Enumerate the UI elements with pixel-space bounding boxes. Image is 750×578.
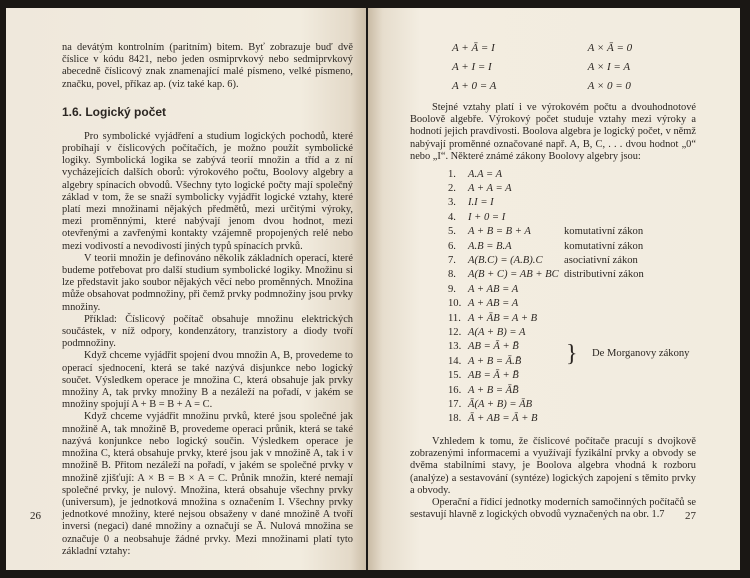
law-row: 2. A + A = A	[448, 183, 512, 195]
law-row: 16. A + B = ĀB̄	[448, 384, 519, 396]
top-equations	[410, 42, 696, 92]
paragraph: Příklad: Číslicový počítač obsahuje množinu elektrických součástek, v níž odpory, kondenzátory, tranzistory a diody tvoří podmnožiny.	[62, 313, 353, 350]
equation-row	[410, 42, 696, 54]
law-row: 13. AB = Ā + B̄	[448, 341, 519, 353]
law-row: 9. A + AB = A	[448, 283, 519, 295]
paragraph: Operační a řídicí jednotky moderních samočinných počítačů se sestavují hlavně z logických obvodů vyznačených na obr. 1.7	[410, 497, 696, 521]
paragraph: Vzhledem k tomu, že číslicové počítače pracují s dvojkově zobrazenými informacemi a využívají fyzikální prvky a obvody se dvěma stabilními stavy, je Boolova algebra vhodná k rozboru (analýze) a sestavování (syntéze) logických zapojení s těmito prvky a obvody.	[410, 436, 696, 496]
law-row: 12. A(A + B) = A	[448, 327, 526, 338]
boolean-laws-list	[410, 167, 696, 426]
law-row: 14. A + B = Ā.B̄	[448, 355, 522, 367]
left-intro-paragraph: na devátým kontrolním (paritním) bitem. Byť zobrazuje buď dvě číslice v kódu 8421, nebo jeden osmiprvkový nebo sedmiprvkový abecedně číslicový znak znamenající malé písmeno, velké písmeno, značku, povel, příkaz ap. (viz také kap. 6).	[62, 42, 353, 90]
law-row: 8. A(B + C) = AB + BC distributivní zákon	[448, 269, 644, 281]
brace-symbol: }	[566, 340, 578, 367]
equation-right: A × 0 = 0	[587, 80, 631, 92]
law-row: 18. Ā + AB = Ā + B	[448, 413, 538, 425]
equation-left: A + 0 = A	[452, 80, 497, 92]
law-row: 6. A.B = B.A komutativní zákon	[448, 240, 644, 252]
boolean-intro-paragraph: Stejné vztahy platí i ve výrokovém počtu a dvouhodnotové Boolově algebře. Výrokový počet studuje vztahy mezi výroky a hodnotí jejich pravdivosti. Boolova algebra je logický počet, v němž nabývají proměnné označované např. A, B, C, . . . dvou hodnot „0“ nebo „I“. Některé známé zákony Boolovy algebry jsou:	[410, 102, 696, 162]
paragraph: Pro symbolické vyjádření a studium logických pochodů, které probíhají v číslicových počítačích, je možno použít symbolické logiky. Symbolická logika se zabývá teorií množin a tříd a z ní vycházejících dalších oborů: výrokového počtu, Boolovy algebry a algebry spínacích obvodů. Všechny tyto logické počty mají společný základ v tom, že se snaží symbolicky vyjádřit logické vztahy, které platí mezi množinami nějakých předmětů, mezi určitými výroky, mezi proměnnými, které nabývají jenom dvou hodnot, mezi otevřenými a zavřenými kontakty vzájemně propojených relé nebo mezi vodivostí a nevodivostí jiných typů spínacích prvků.	[62, 130, 353, 252]
law-row: 15. AB = Ā + B̄	[448, 370, 519, 382]
page-number-left: 26	[30, 510, 41, 522]
law-row: 10. A + AB = A	[448, 298, 519, 310]
right-body-text	[410, 436, 696, 521]
left-body-text	[62, 131, 353, 558]
equation-row	[410, 61, 696, 73]
law-row: 5. A + B = B + A komutativní zákon	[448, 226, 644, 238]
law-row: 11. A + ĀB = A + B	[448, 312, 538, 324]
equation-left: A + Ā = I	[452, 42, 495, 54]
law-row: 1. A.A = A	[448, 168, 503, 180]
page-number-right: 27	[685, 510, 696, 522]
left-page	[6, 8, 366, 570]
law-row: 3. I.I = I	[448, 197, 494, 209]
right-page	[368, 8, 740, 570]
law-row: 7. A(B.C) = (A.B).C asociativní zákon	[448, 255, 638, 267]
equation-row	[410, 80, 696, 92]
de-morgan-label: De Morganovy zákony	[592, 347, 690, 359]
law-row: 17. Ā(A + B) = ĀB	[448, 398, 533, 410]
de-morgan-group	[410, 340, 696, 369]
paragraph: Když chceme vyjádřit spojení dvou množin A, B, provedeme to operací sjednocení, která se také nazývá disjunkce nebo logický součet. Výsledkem operace je množina C, která obsahuje jak prvky množiny A, tak prvky množiny B a nezáleží na pořadí, v jakém se množiny spojují A + B = B + A = C.	[62, 350, 353, 411]
paragraph: Když chceme vyjádřit množinu prvků, které jsou společné jak množině A, tak množině B, provedeme operaci průnik, která se také nazývá konjunkce nebo logický součin. Výsledkem operace je množina C, která obsahuje prvky, které jsou jak v množině A, tak i v množině B. Přitom nezáleží na pořadí, v jakém se společné prvky v množině zjišťují: A × B = B × A = C. Průnik množin, které nemají společné prvky, je nulový. Množina, která obsahuje všechny prvky (universum), je jednotková množina s označením I. Všechny prvky jednotkové množiny, které nejsou obsaženy v dané množině A tvoří inversi (negaci) dané množiny a označují se Ā. Nulová množina se označuje 0 a neobsahuje žádné prvky. Mezi množinami platí tyto základní vztahy:	[62, 411, 353, 557]
equation-right: A × I = A	[587, 61, 631, 73]
section-title: 1.6. Logický počet	[62, 104, 167, 119]
paragraph: V teorii množin je definováno několik základních operací, které budeme potřebovat pro další studium symbolické logiky. Množinu si lze představit jako soubor nějakých věcí nebo proměnných. Množina může obsahovat podmnožiny, při čemž prvky podmnožiny jsou prvky množiny.	[62, 252, 353, 313]
equation-right: A × Ā = 0	[587, 42, 633, 54]
equation-left: A + I = I	[452, 61, 492, 73]
law-row: 4. I + 0 = I	[448, 211, 506, 223]
